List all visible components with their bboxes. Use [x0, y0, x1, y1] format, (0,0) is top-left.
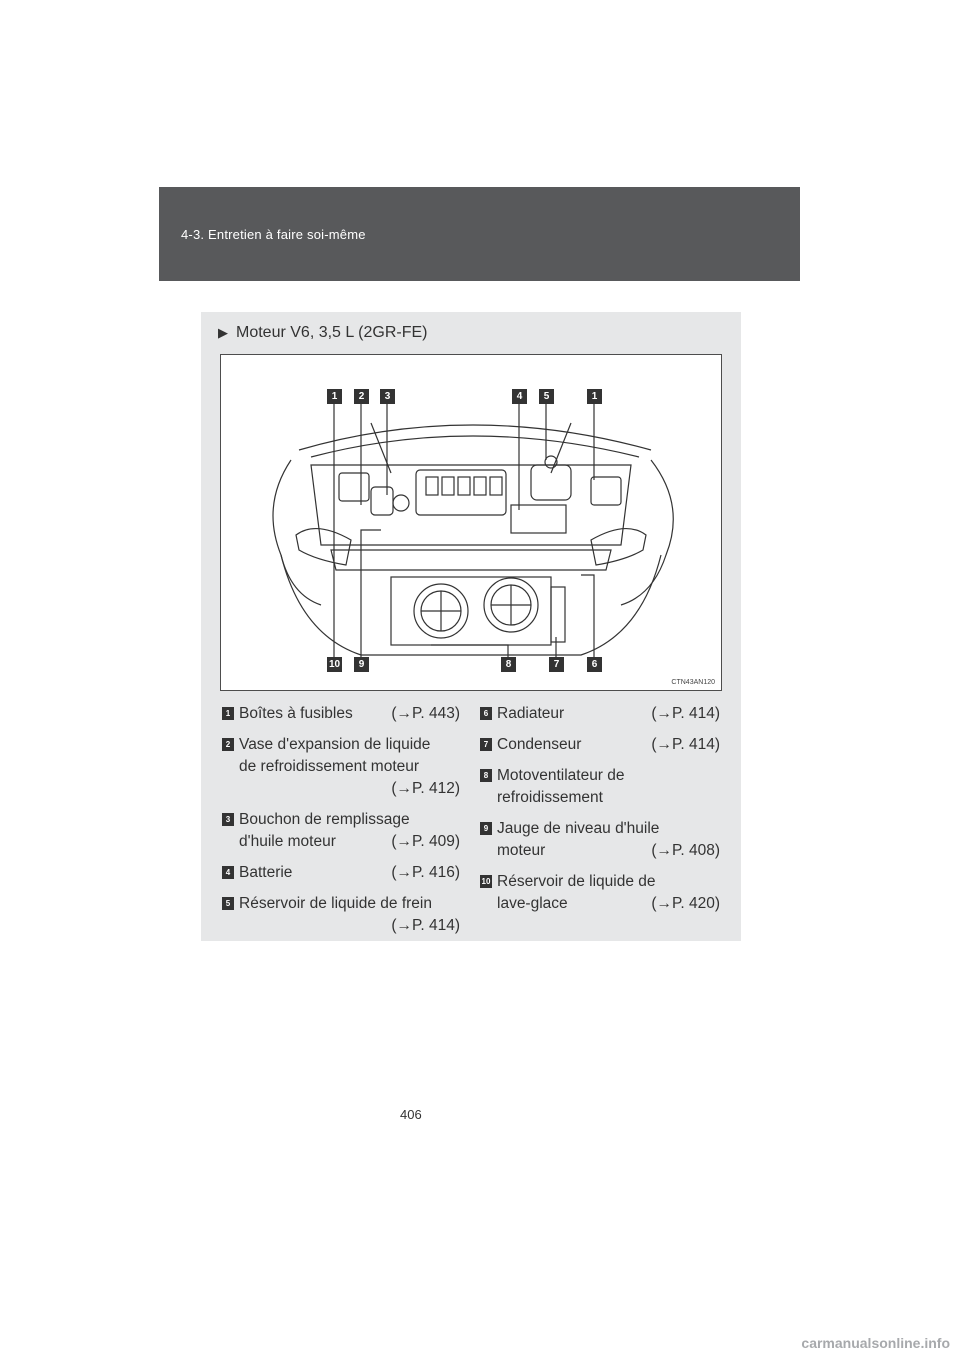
legend-ref-3: (→P. 409) — [391, 833, 460, 850]
engine-figure — [220, 354, 722, 691]
legend-number-2: 2 — [222, 738, 234, 751]
legend-ref-6: (→P. 414) — [651, 705, 720, 722]
legend-ref-4: (→P. 416) — [391, 864, 460, 881]
legend-text-8b: refroidissement — [497, 789, 603, 806]
page-number: 406 — [400, 1107, 422, 1122]
legend-number-10: 10 — [480, 875, 492, 888]
legend-number-4: 4 — [222, 866, 234, 879]
legend-text-8a: Motoventilateur de — [497, 767, 625, 784]
legend-number-6: 6 — [480, 707, 492, 720]
legend-item-3 — [222, 809, 460, 853]
legend-ref-5: (→P. 414) — [391, 917, 460, 934]
content-panel — [201, 312, 741, 941]
legend-right — [480, 703, 720, 924]
legend-text-2a: Vase d'expansion de liquide — [239, 736, 431, 753]
callout-top-3: 3 — [380, 389, 395, 404]
watermark: carmanualsonline.info — [801, 1335, 950, 1351]
legend-left — [222, 703, 460, 946]
callout-top-1b: 1 — [587, 389, 602, 404]
legend-ref-10: (→P. 420) — [651, 895, 720, 912]
engine-bay-illustration — [221, 355, 721, 690]
legend-text-1: Boîtes à fusibles — [239, 705, 353, 722]
triangle-marker-icon: ▶ — [218, 325, 228, 340]
subheading-text: Moteur V6, 3,5 L (2GR-FE) — [236, 324, 428, 341]
legend-number-1: 1 — [222, 707, 234, 720]
legend-text-6: Radiateur — [497, 705, 565, 722]
callout-top-2: 2 — [354, 389, 369, 404]
legend-ref-9: (→P. 408) — [651, 842, 720, 859]
legend-number-9: 9 — [480, 822, 492, 835]
legend-ref-1: (→P. 443) — [391, 705, 460, 722]
legend-item-5 — [222, 893, 460, 937]
legend-ref-2: (→P. 412) — [391, 780, 460, 797]
legend-item-8 — [480, 765, 720, 809]
legend-text-3a: Bouchon de remplissage — [239, 811, 410, 828]
callout-bottom-7: 7 — [549, 657, 564, 672]
callout-top-5: 5 — [539, 389, 554, 404]
callout-bottom-8: 8 — [501, 657, 516, 672]
legend-text-4: Batterie — [239, 864, 293, 881]
legend-text-2b: de refroidissement moteur — [239, 758, 420, 775]
legend-item-1 — [222, 703, 460, 725]
callout-top-1: 1 — [327, 389, 342, 404]
legend-ref-7: (→P. 414) — [651, 736, 720, 753]
legend-item-10 — [480, 871, 720, 915]
legend-text-9a: Jauge de niveau d'huile — [497, 820, 660, 837]
legend-text-10a: Réservoir de liquide de — [497, 873, 656, 890]
callout-bottom-9: 9 — [354, 657, 369, 672]
subheading — [218, 324, 427, 342]
section-header-band — [159, 187, 800, 281]
legend-item-4 — [222, 862, 460, 884]
legend-item-7 — [480, 734, 720, 756]
callout-bottom-6: 6 — [587, 657, 602, 672]
legend-item-6 — [480, 703, 720, 725]
section-title: 4-3. Entretien à faire soi-même — [181, 227, 366, 242]
legend-text-5: Réservoir de liquide de frein — [239, 895, 432, 912]
legend-text-10b: lave-glace — [497, 895, 568, 912]
legend-item-2 — [222, 734, 460, 800]
legend-number-5: 5 — [222, 897, 234, 910]
callout-bottom-10: 10 — [328, 659, 341, 670]
callout-top-4: 4 — [512, 389, 527, 404]
legend-text-7: Condenseur — [497, 736, 582, 753]
legend-number-7: 7 — [480, 738, 492, 751]
legend-number-3: 3 — [222, 813, 234, 826]
legend-text-9b: moteur — [497, 842, 546, 859]
legend-number-8: 8 — [480, 769, 492, 782]
figure-code: CTN43AN120 — [671, 679, 715, 686]
legend-item-9 — [480, 818, 720, 862]
legend-text-3b: d'huile moteur — [239, 833, 336, 850]
